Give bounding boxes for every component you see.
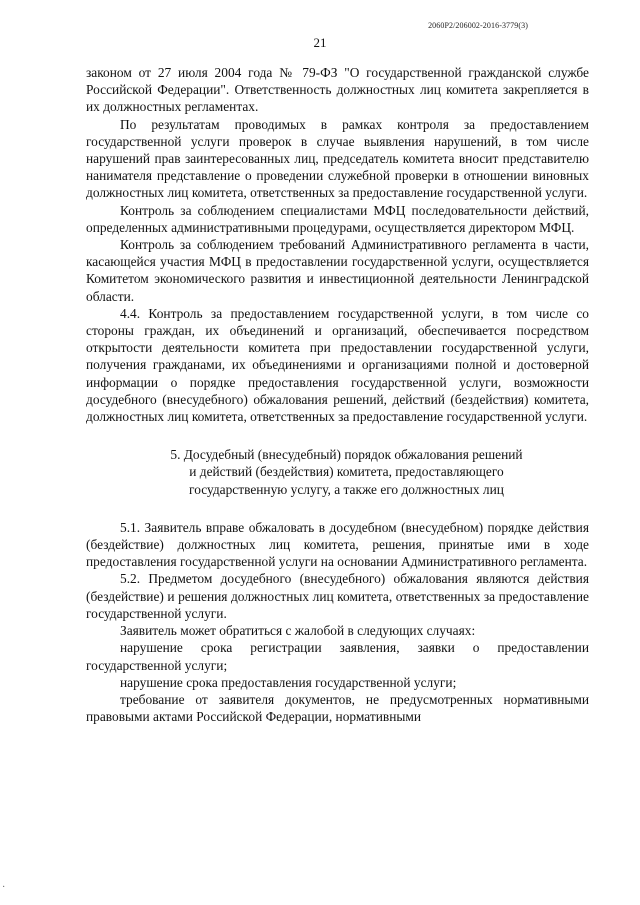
paragraph-complaint-cases: Заявитель может обратиться с жалобой в следующих случаях:: [120, 623, 476, 639]
section-title-line-3: государственную услугу, а также его должностных лиц: [189, 481, 504, 497]
paragraph-mfc-control: Контроль за соблюдением специалистами МФЦ последовательности действий, определенных административными процедурами, осуществляется директором МФЦ.: [86, 202, 589, 235]
paragraph-5-2: 5.2. Предметом досудебного (внесудебного) обжалования являются действия (бездействие) и решения должностных лиц комитета, ответственных за предоставление государственной услуги.: [86, 571, 589, 621]
scan-corner-mark: ·: [2, 882, 6, 893]
list-item-service-delay: нарушение срока предоставления государственной услуги;: [120, 674, 457, 690]
list-item-registration-delay: нарушение срока регистрации заявления, заявки о предоставлении государственной услуги;: [86, 640, 589, 673]
paragraph-5-1: 5.1. Заявитель вправе обжаловать в досудебном (внесудебном) порядке действия (бездействие) должностных лиц комитета, решения, принятые ими в ходе предоставления государственной услуги на основании Административного регламента.: [86, 519, 589, 570]
section-title-line-2: и действий (бездействия) комитета, предоставляющего: [189, 464, 504, 480]
document-body: [86, 64, 589, 725]
page-number: 21: [313, 35, 327, 50]
section-title-line-1: 5. Досудебный (внесудебный) порядок обжалования решений: [170, 447, 523, 463]
paragraph-continuation: законом от 27 июля 2004 года № 79-ФЗ "О государственной гражданской службе Российской Федерации". Ответственность должностных лиц комитета закрепляется в их должностных регламентах.: [86, 65, 589, 115]
paragraph-regulation-control: Контроль за соблюдением требований Административного регламента в части, касающейся участия МФЦ в предоставлении государственной услуги, осуществляется Комитетом экономического развития и инвестиционной деятельности Ленинградской области.: [86, 237, 589, 304]
paragraph-4-4: 4.4. Контроль за предоставлением государственной услуги, в том числе со стороны граждан, их объединений и организаций, обеспечивается посредством открытости деятельности комитета при предоставлении государственной услуги, получения гражданами, их объединениями и организациями полной и достоверной информации о порядке предоставления государственной услуги, возможности досудебного (внесудебного) обжалования решений, действий (бездействия) комитета, должностных лиц комитета, ответственных за предоставление государственной услуги.: [86, 305, 589, 425]
paragraph-inspection-results: По результатам проводимых в рамках контроля за предоставлением государственной услуги проверок в случае выявления нарушений, в том числе нарушений прав заинтересованных лиц, председатель комитета вносит представителю нанимателя представление о проведении служебной проверки в отношении виновных должностных лиц комитета, ответственных за предоставление государственной услуги.: [86, 116, 589, 201]
list-item-extra-documents: требование от заявителя документов, не предусмотренных нормативными правовыми актами Российской Федерации, нормативными: [86, 691, 589, 725]
document-registration-code: 2060Р2/206002-2016-3779(3): [428, 21, 528, 30]
section-5-title: [86, 446, 589, 498]
